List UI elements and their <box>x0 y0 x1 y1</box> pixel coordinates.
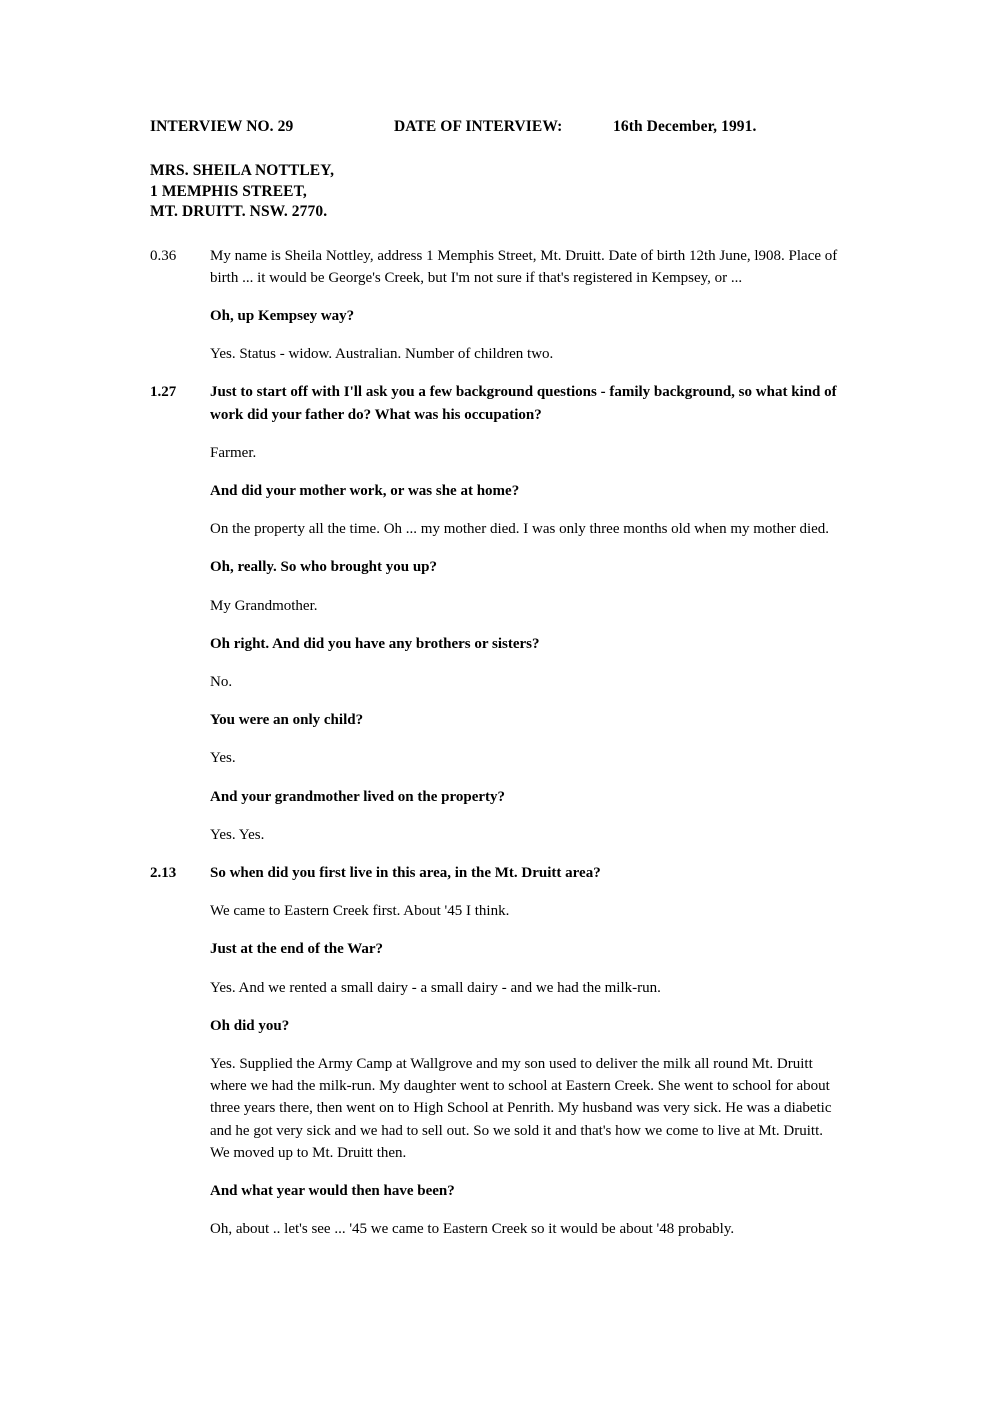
transcript-entry <box>150 824 850 846</box>
interviewer-question: Oh, up Kempsey way? <box>210 307 355 324</box>
interviewee-answer: On the property all the time. Oh ... my mother died. I was only three months old when my mother died. <box>210 521 830 538</box>
transcript-entry <box>150 1053 850 1164</box>
interview-number: INTERVIEW NO. 29 <box>150 118 294 135</box>
interviewer-question: And your grandmother lived on the property? <box>210 788 506 805</box>
transcript-body <box>150 245 850 1241</box>
interviewer-question: You were an only child? <box>210 712 364 729</box>
interviewee-address-block <box>150 161 850 223</box>
interviewer-question: Oh did you? <box>210 1017 290 1034</box>
interviewee-answer: My Grandmother. <box>210 597 318 614</box>
interviewer-question: Just at the end of the War? <box>210 941 384 958</box>
transcript-entry <box>150 900 850 922</box>
transcript-timecode: 0.36 <box>150 247 177 264</box>
transcript-timecode: 1.27 <box>150 384 177 401</box>
interviewer-question: Oh, really. So who brought you up? <box>210 559 438 576</box>
interviewee-answer: My name is Sheila Nottley, address 1 Memphis Street, Mt. Druitt. Date of birth 12th June, l908. Place of birth ... it would be George's Creek, but I'm not sure if that's registered in Kempsey, or ... <box>210 247 838 286</box>
date-of-interview-value: 16th December, 1991. <box>613 118 757 135</box>
transcript-entry <box>150 595 850 617</box>
interviewer-question: And did your mother work, or was she at home? <box>210 482 520 499</box>
transcript-entry <box>150 480 850 502</box>
interviewee-answer: No. <box>210 673 233 690</box>
transcript-entry <box>150 1180 850 1202</box>
document-header <box>150 118 850 140</box>
transcript-entry <box>150 442 850 464</box>
interviewee-street: 1 MEMPHIS STREET, <box>150 182 307 200</box>
transcript-entry <box>150 305 850 327</box>
interviewee-answer: Yes. And we rented a small dairy - a small dairy - and we had the milk-run. <box>210 979 661 996</box>
interviewer-question: And what year would then have been? <box>210 1182 455 1199</box>
transcript-entry <box>150 747 850 769</box>
interviewer-question: Just to start off with I'll ask you a few background questions - family background, so what kind of work did your father do? What was his occupation? <box>210 384 837 423</box>
transcript-entry <box>150 245 850 289</box>
transcript-entry <box>150 343 850 365</box>
transcript-timecode: 2.13 <box>150 864 177 881</box>
interviewee-answer: We came to Eastern Creek first. About '45 I think. <box>210 903 510 920</box>
transcript-entry <box>150 709 850 731</box>
transcript-entry <box>150 862 850 884</box>
transcript-entry <box>150 977 850 999</box>
interviewee-answer: Yes. Supplied the Army Camp at Wallgrove and my son used to deliver the milk all round Mt. Druitt where we had the milk-run. My daughter went to school at Eastern Creek. She went to school for about three years there, then went on to High School at Penrith. My husband was very sick. He was a diabetic and he got very sick and we had to sell out. So we sold it and that's how we come to live at Mt. Druitt. We moved up to Mt. Druitt then. <box>210 1055 832 1161</box>
transcript-entry <box>150 518 850 540</box>
transcript-entry <box>150 633 850 655</box>
document-content <box>150 118 850 1240</box>
interviewee-answer: Yes. <box>210 750 236 767</box>
interviewee-answer: Farmer. <box>210 444 257 461</box>
transcript-entry <box>150 1015 850 1037</box>
transcript-entry <box>150 938 850 960</box>
interviewer-question: Oh right. And did you have any brothers or sisters? <box>210 635 540 652</box>
transcript-entry <box>150 786 850 808</box>
interviewee-answer: Yes. Yes. <box>210 826 265 843</box>
interviewee-suburb-postcode: MT. DRUITT. NSW. 2770. <box>150 203 328 220</box>
interviewee-answer: Yes. Status - widow. Australian. Number of children two. <box>210 346 554 363</box>
interviewee-name: MRS. SHEILA NOTTLEY, <box>150 162 335 179</box>
transcript-entry <box>150 1218 850 1240</box>
transcript-entry <box>150 556 850 578</box>
interviewer-question: So when did you first live in this area, in the Mt. Druitt area? <box>210 864 601 881</box>
interviewee-answer: Oh, about .. let's see ... '45 we came to Eastern Creek so it would be about '48 probably. <box>210 1221 735 1238</box>
date-of-interview-label: DATE OF INTERVIEW: <box>394 118 563 135</box>
transcript-entry <box>150 671 850 693</box>
transcript-entry <box>150 381 850 425</box>
